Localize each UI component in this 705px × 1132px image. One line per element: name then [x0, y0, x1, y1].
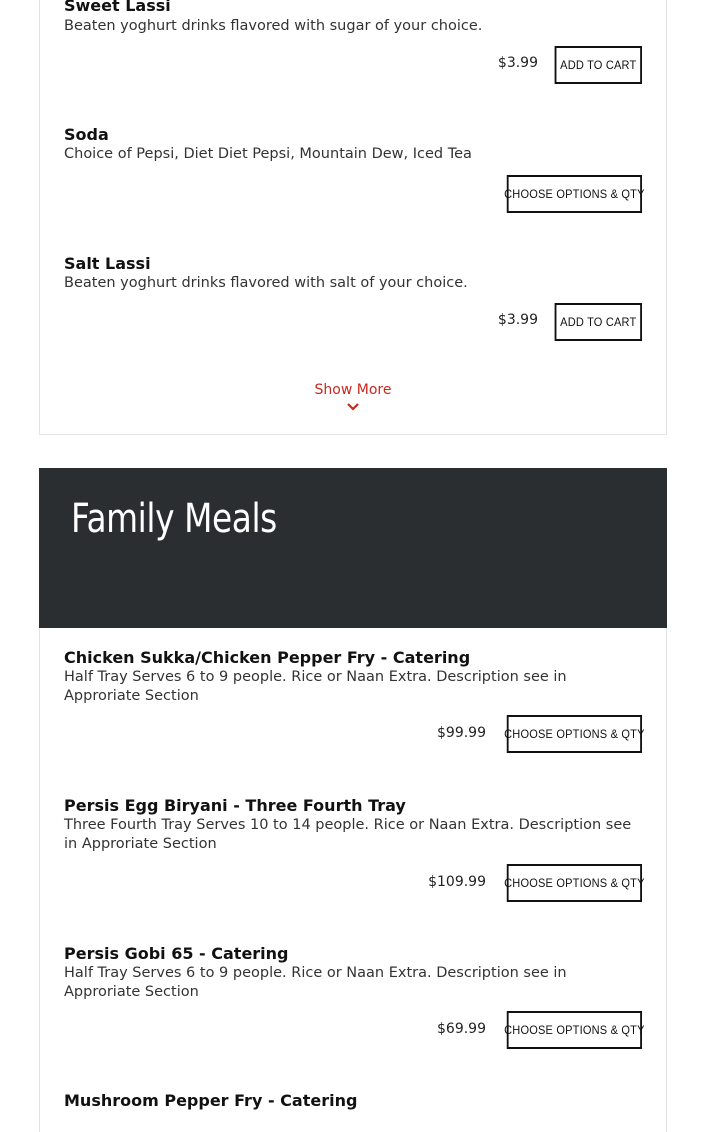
item-price: $3.99: [497, 312, 538, 328]
add-to-cart-button[interactable]: ADD TO CART: [555, 46, 642, 84]
item-description: Beaten yoghurt drinks flavored with sugar of your choice.: [64, 18, 483, 34]
menu-item: [39, 0, 667, 106]
item-description: Choice of Pepsi, Diet Diet Pepsi, Mountain Dew, Iced Tea: [64, 146, 472, 162]
add-to-cart-button[interactable]: ADD TO CART: [555, 303, 642, 341]
item-name: Mushroom Pepper Fry - Catering: [64, 1091, 358, 1110]
section-title: Family Meals: [71, 496, 277, 542]
item-name: Sweet Lassi: [64, 0, 171, 15]
item-name: Soda: [64, 125, 109, 144]
item-name: Chicken Sukka/Chicken Pepper Fry - Catering: [64, 648, 471, 667]
item-price: $3.99: [497, 55, 538, 71]
item-description: Beaten yoghurt drinks flavored with salt of your choice.: [64, 275, 468, 291]
item-name: Persis Gobi 65 - Catering: [64, 944, 289, 963]
chevron-down-icon: [347, 403, 359, 411]
menu-item: [39, 776, 667, 925]
menu-item: [39, 1072, 667, 1132]
section-banner: [39, 468, 667, 628]
item-description: Half Tray Serves 6 to 9 people. Rice or Naan Extra. Description see in Approriate Section: [64, 965, 567, 1000]
item-price: $69.99: [437, 1021, 486, 1037]
item-description: Half Tray Serves 6 to 9 people. Rice or Naan Extra. Description see in Approriate Section: [64, 669, 567, 704]
item-price: $109.99: [428, 874, 486, 890]
item-name: Salt Lassi: [64, 254, 151, 273]
choose-options-button[interactable]: CHOOSE OPTIONS & QTY: [507, 864, 642, 902]
menu-item: [39, 105, 667, 235]
item-price: $99.99: [437, 725, 486, 741]
show-more-button[interactable]: [39, 363, 667, 435]
choose-options-button[interactable]: CHOOSE OPTIONS & QTY: [507, 175, 642, 213]
menu-item: [39, 628, 667, 777]
choose-options-button[interactable]: CHOOSE OPTIONS & QTY: [507, 715, 642, 753]
show-more-label: Show More: [314, 382, 392, 398]
item-description: Three Fourth Tray Serves 10 to 14 people. Rice or Naan Extra. Description see in Approriate Section: [64, 817, 632, 852]
item-name: Persis Egg Biryani - Three Fourth Tray: [64, 796, 406, 815]
menu-item: [39, 924, 667, 1073]
menu-item: [39, 234, 667, 364]
choose-options-button[interactable]: CHOOSE OPTIONS & QTY: [507, 1011, 642, 1049]
